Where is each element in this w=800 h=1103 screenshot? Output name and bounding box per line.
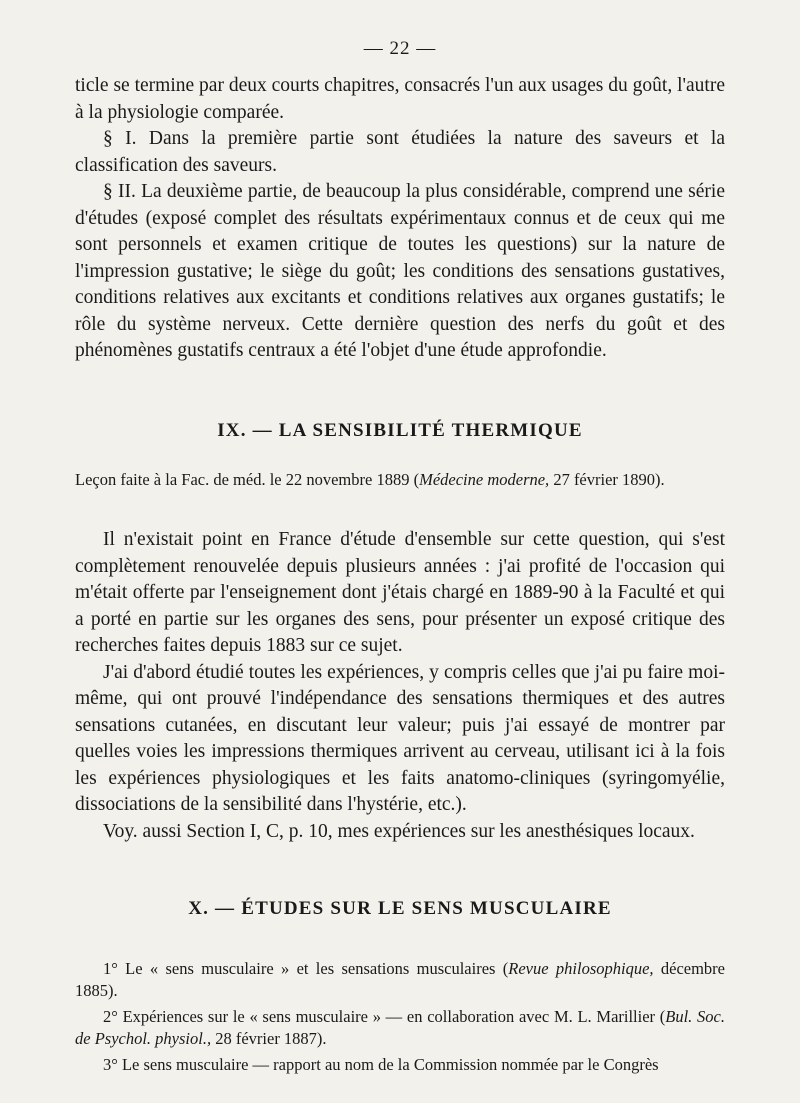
section-ix-body	[75, 527, 725, 845]
list-item-3: 3° Le sens musculaire — rapport au nom de la Commission nommée par le Congrès	[103, 1055, 659, 1074]
lecture-reference: Leçon faite à la Fac. de méd. le 22 novembre 1889 (Médecine moderne, 27 février 1890).	[75, 470, 665, 489]
heading-section-x: X. — ÉTUDES SUR LE SENS MUSCULAIRE	[188, 898, 612, 919]
paragraph-ix-3: Voy. aussi Section I, C, p. 10, mes expériences sur les anesthésiques locaux.	[103, 820, 695, 842]
paragraph-section-2: § II. La deuxième partie, de beaucoup la plus considérable, comprend une série d'études (exposé complet des résultats expérimentaux connus et de ceux qui me sont personnels et examen critique de toutes les questions) sur la nature de l'impression gustative; le siège du goût; les conditions des sensations gustatives, conditions relatives aux excitants et conditions relatives aux organes gustatifs; le rôle du système nerveux. Cette dernière question des nerfs du goût et des phénomènes gustatifs centraux a été l'objet d'une étude approfondie.	[75, 181, 725, 361]
paragraph-ix-2: J'ai d'abord étudié toutes les expériences, y compris celles que j'ai pu faire moi-même, qui ont prouvé l'indépendance des sensations thermiques et des autres sensations cutanées, en discutant leur valeur; puis j'ai essayé de montrer par quelles voies les impressions thermiques arrivent au cerveau, utilisant ici à la fois les expériences physiologiques et les faits anatomo-cliniques (syringomyélie, dissociations de la sensibilité dans l'hystérie, etc.).	[75, 661, 725, 815]
heading-section-ix: IX. — LA SENSIBILITÉ THERMIQUE	[217, 420, 583, 441]
paragraph-continuation: ticle se termine par deux courts chapitres, consacrés l'un aux usages du goût, l'autre à la physiologie comparée.	[75, 75, 725, 123]
page-number: — 22 —	[363, 38, 437, 59]
paragraph-ix-1: Il n'existait point en France d'étude d'ensemble sur cette question, qui s'est complètement renouvelée depuis plusieurs années : j'ai profité de l'occasion qui m'était offerte par l'enseignement dont j'étais chargé en 1889-90 à la Faculté et qui a porté en partie sur les organes des sens, pour présenter un exposé critique des recherches faites depuis 1883 sur ce sujet.	[75, 529, 725, 656]
paragraph-section-1: § I. Dans la première partie sont étudiées la nature des saveurs et la classification des saveurs.	[75, 128, 725, 176]
list-item-1: 1° Le « sens musculaire » et les sensations musculaires (Revue philosophique, décembre 1885).	[75, 959, 726, 1000]
intro-block	[75, 73, 725, 365]
list-item-2: 2° Expériences sur le « sens musculaire » — en collaboration avec M. L. Marillier (Bul. Soc. de Psychol. physiol., 28 février 1887).	[75, 1007, 725, 1048]
section-x-list	[75, 958, 725, 1076]
